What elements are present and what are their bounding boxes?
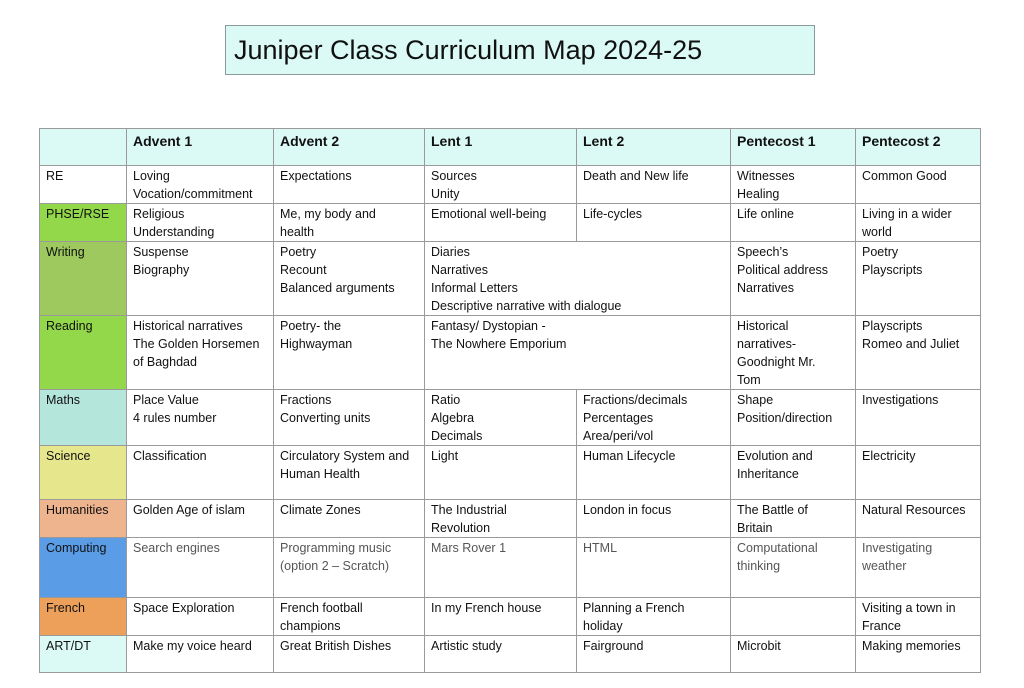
topic-cell: Fractions/decimals Percentages Area/peri/vol <box>577 390 731 446</box>
topic-cell: Making memories <box>856 636 981 673</box>
topic-cell: French football champions <box>274 598 425 636</box>
subject-label: Computing <box>40 538 127 598</box>
column-header: Pentecost 2 <box>856 129 981 166</box>
topic-cell: Emotional well-being <box>425 204 577 242</box>
topic-cell: Ratio Algebra Decimals <box>425 390 577 446</box>
table-row <box>40 598 981 636</box>
topic-cell: Electricity <box>856 446 981 500</box>
page-title: Juniper Class Curriculum Map 2024-25 <box>225 25 815 75</box>
subject-label: French <box>40 598 127 636</box>
topic-cell: Artistic study <box>425 636 577 673</box>
topic-cell: Expectations <box>274 166 425 204</box>
table-row <box>40 204 981 242</box>
topic-cell: Fantasy/ Dystopian - The Nowhere Emporium <box>425 316 731 390</box>
topic-cell: Religious Understanding <box>127 204 274 242</box>
topic-cell: Make my voice heard <box>127 636 274 673</box>
table-row <box>40 636 981 673</box>
subject-label: RE <box>40 166 127 204</box>
table-row <box>40 166 981 204</box>
topic-cell: Visiting a town in France <box>856 598 981 636</box>
topic-cell: Climate Zones <box>274 500 425 538</box>
topic-cell: Computational thinking <box>731 538 856 598</box>
subject-label: ART/DT <box>40 636 127 673</box>
topic-cell: Fractions Converting units <box>274 390 425 446</box>
subject-label: Reading <box>40 316 127 390</box>
topic-cell: Living in a wider world <box>856 204 981 242</box>
topic-cell: Death and New life <box>577 166 731 204</box>
table-row <box>40 390 981 446</box>
topic-cell: In my French house <box>425 598 577 636</box>
topic-cell: Human Lifecycle <box>577 446 731 500</box>
topic-cell: HTML <box>577 538 731 598</box>
topic-cell: Light <box>425 446 577 500</box>
subject-label: PHSE/RSE <box>40 204 127 242</box>
column-header: Advent 2 <box>274 129 425 166</box>
column-header: Lent 2 <box>577 129 731 166</box>
subject-label: Science <box>40 446 127 500</box>
header-row <box>40 129 981 166</box>
topic-cell: Shape Position/direction <box>731 390 856 446</box>
topic-cell: Circulatory System and Human Health <box>274 446 425 500</box>
subject-label: Humanities <box>40 500 127 538</box>
topic-cell: The Battle of Britain <box>731 500 856 538</box>
table-row <box>40 446 981 500</box>
topic-cell: Playscripts Romeo and Juliet <box>856 316 981 390</box>
topic-cell: Natural Resources <box>856 500 981 538</box>
topic-cell: Historical narratives- Goodnight Mr. Tom <box>731 316 856 390</box>
table-row <box>40 242 981 316</box>
topic-cell: Fairground <box>577 636 731 673</box>
table-row <box>40 500 981 538</box>
topic-cell: Speech’s Political address Narratives <box>731 242 856 316</box>
topic-cell: Common Good <box>856 166 981 204</box>
topic-cell: Programming music (option 2 – Scratch) <box>274 538 425 598</box>
topic-cell: Life-cycles <box>577 204 731 242</box>
topic-cell: Loving Vocation/commitment <box>127 166 274 204</box>
topic-cell: London in focus <box>577 500 731 538</box>
header-corner <box>40 129 127 166</box>
topic-cell: Classification <box>127 446 274 500</box>
topic-cell: Witnesses Healing <box>731 166 856 204</box>
topic-cell: Evolution and Inheritance <box>731 446 856 500</box>
topic-cell: Me, my body and health <box>274 204 425 242</box>
topic-cell: Diaries Narratives Informal Letters Descriptive narrative with dialogue <box>425 242 731 316</box>
topic-cell: Planning a French holiday <box>577 598 731 636</box>
table-row <box>40 538 981 598</box>
topic-cell: Great British Dishes <box>274 636 425 673</box>
topic-cell: Search engines <box>127 538 274 598</box>
topic-cell: Historical narratives The Golden Horsemen of Baghdad <box>127 316 274 390</box>
subject-label: Writing <box>40 242 127 316</box>
topic-cell: Poetry- the Highwayman <box>274 316 425 390</box>
topic-cell: Poetry Recount Balanced arguments <box>274 242 425 316</box>
column-header: Lent 1 <box>425 129 577 166</box>
topic-cell: Mars Rover 1 <box>425 538 577 598</box>
topic-cell <box>731 598 856 636</box>
topic-cell: Sources Unity <box>425 166 577 204</box>
column-header: Pentecost 1 <box>731 129 856 166</box>
topic-cell: Golden Age of islam <box>127 500 274 538</box>
topic-cell: The Industrial Revolution <box>425 500 577 538</box>
topic-cell: Investigating weather <box>856 538 981 598</box>
topic-cell: Investigations <box>856 390 981 446</box>
subject-label: Maths <box>40 390 127 446</box>
topic-cell: Life online <box>731 204 856 242</box>
topic-cell: Suspense Biography <box>127 242 274 316</box>
topic-cell: Microbit <box>731 636 856 673</box>
curriculum-table <box>39 128 981 673</box>
column-header: Advent 1 <box>127 129 274 166</box>
table-row <box>40 316 981 390</box>
topic-cell: Place Value 4 rules number <box>127 390 274 446</box>
topic-cell: Poetry Playscripts <box>856 242 981 316</box>
topic-cell: Space Exploration <box>127 598 274 636</box>
